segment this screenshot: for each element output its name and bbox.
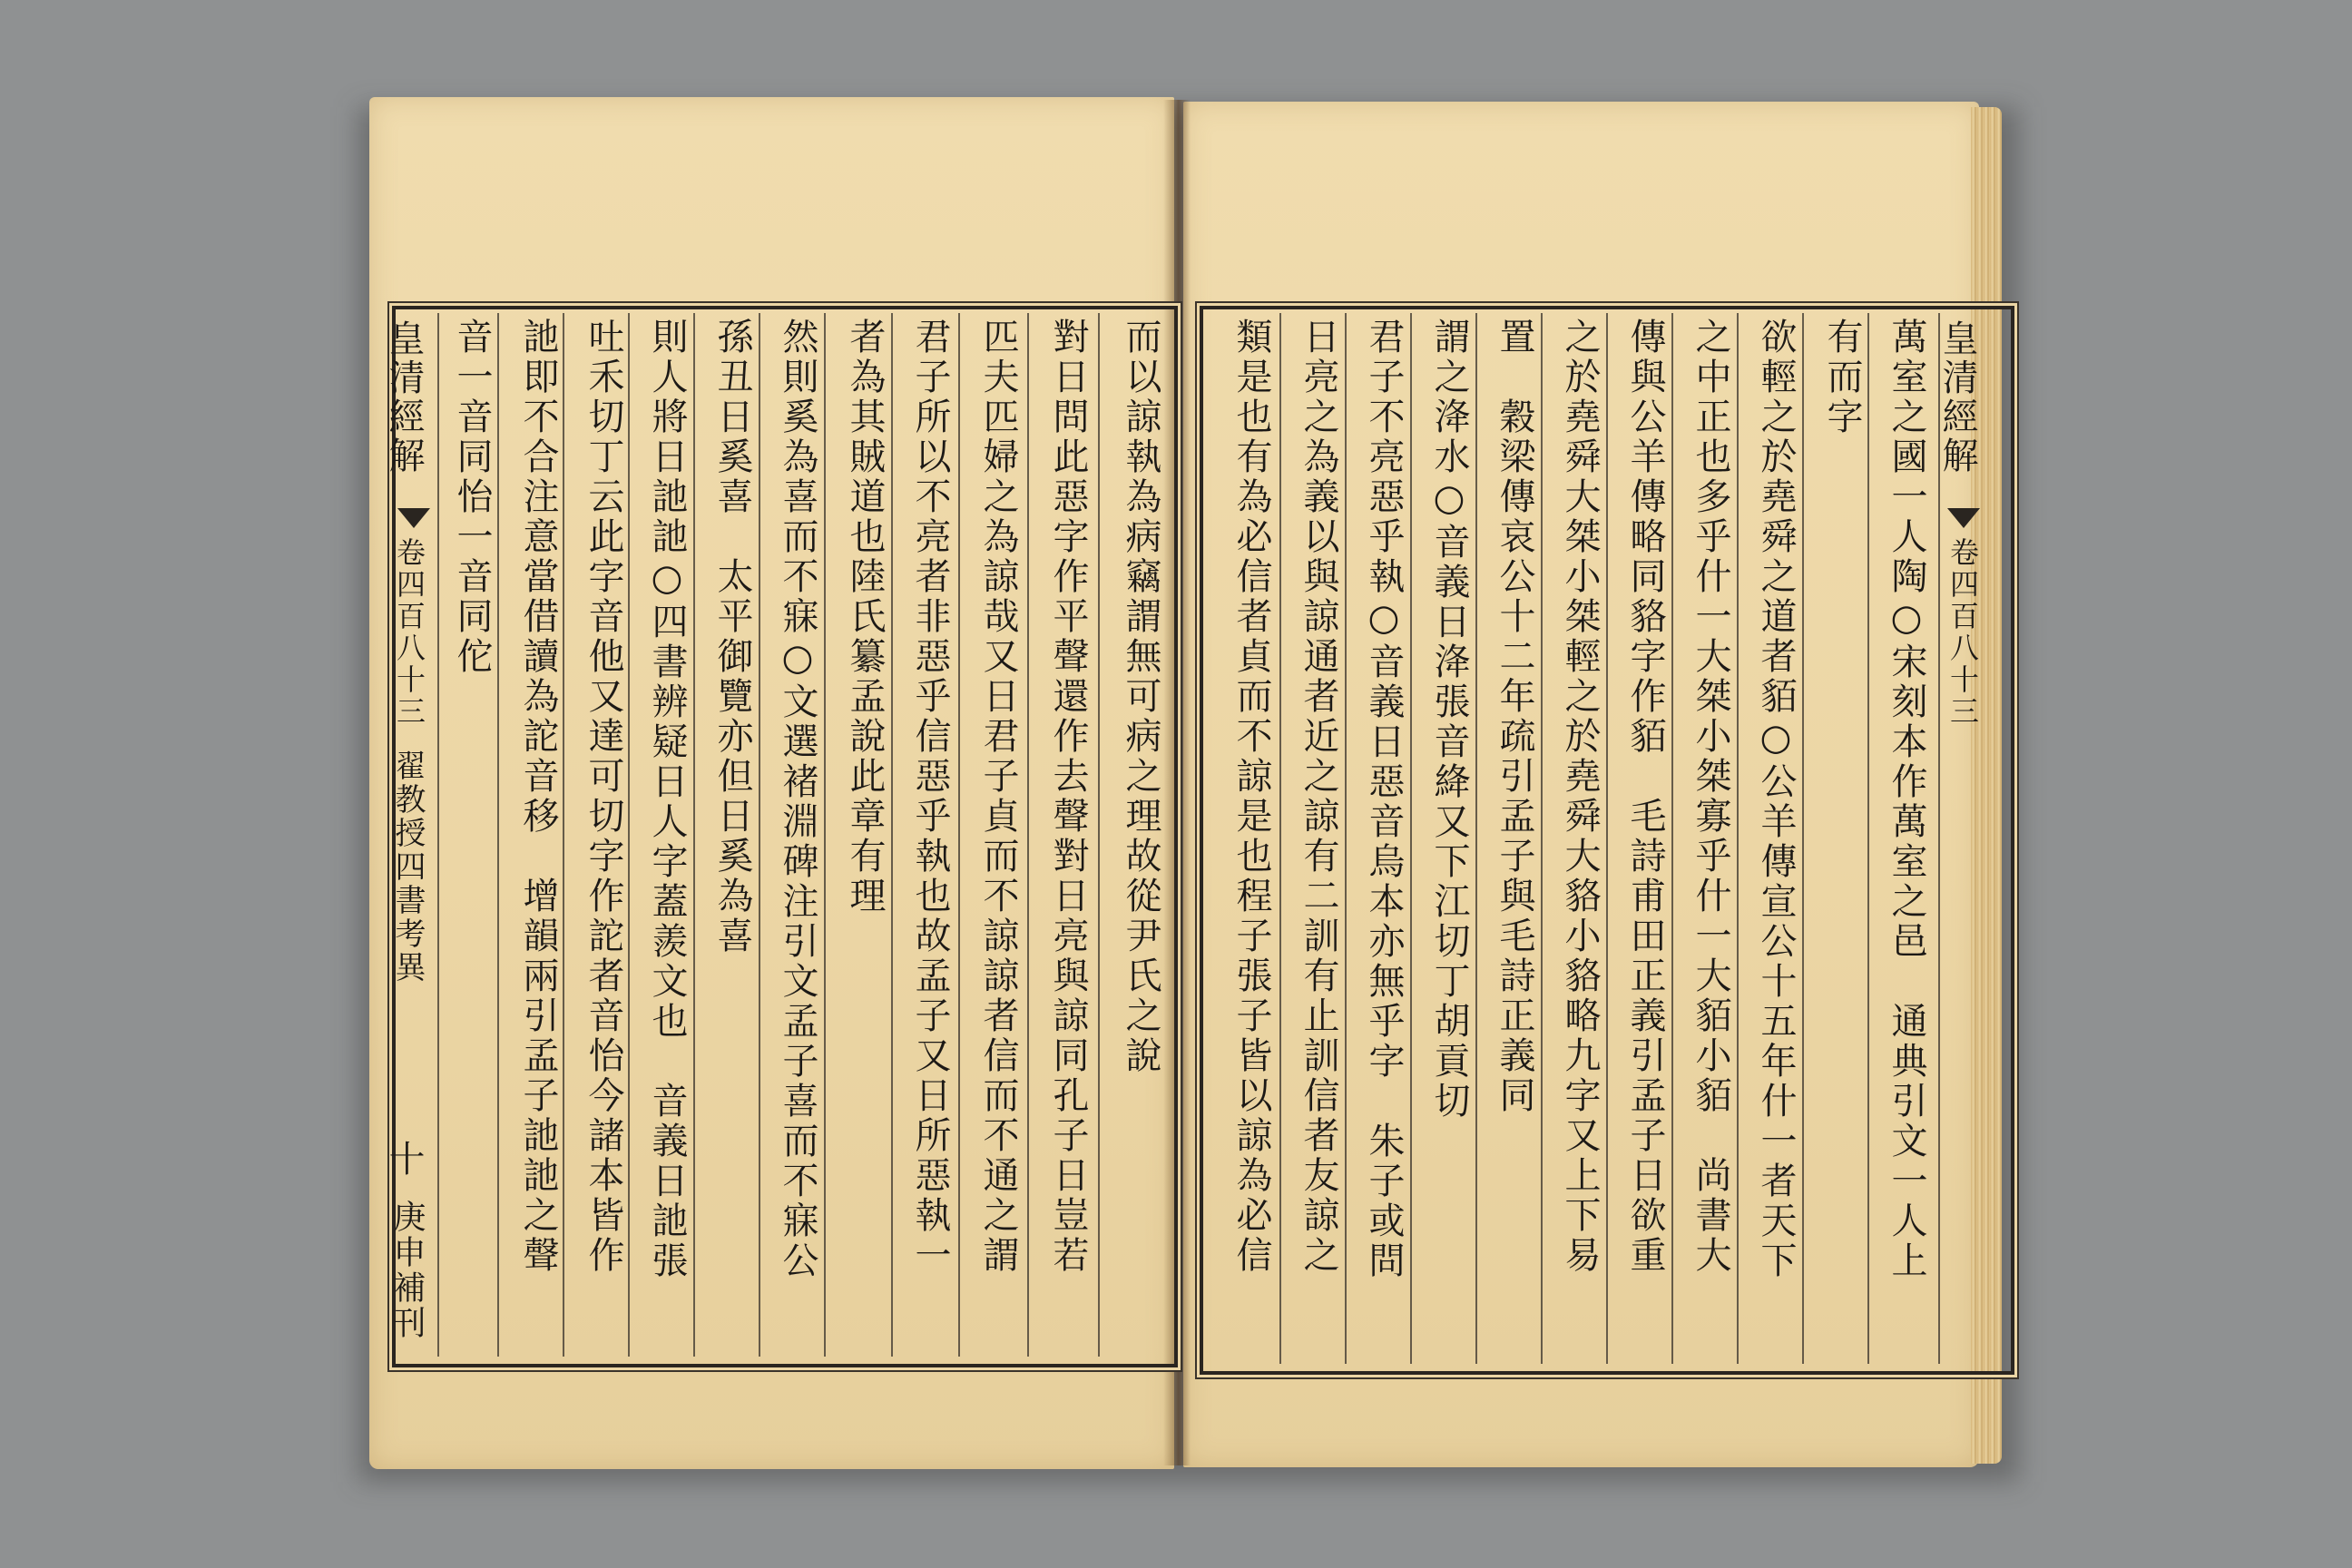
- text-column: 之於堯舜大桀小桀輕之於堯舜大貉小貉略九字又上下易: [1559, 318, 1601, 1276]
- text-column: 傳與公羊傳略同貉字作貊 毛詩甫田正義引孟子日欲重: [1624, 318, 1666, 1276]
- column-rule: [1802, 313, 1804, 1364]
- text-column: 日亮之為義以與諒通者近之諒有二訓有止訓信者友諒之: [1298, 318, 1339, 1276]
- fish-tail-mark: [397, 508, 430, 528]
- column-rule: [1027, 313, 1029, 1357]
- text-column: 而以諒執為病竊謂無可病之理故從尹氏之說: [1120, 318, 1161, 1076]
- text-column: 萬室之國一人陶○宋刻本作萬室之邑 通典引文一人上: [1886, 318, 1927, 1281]
- text-column: 孫丑日奚喜 太平御覽亦但日奚為喜: [711, 318, 753, 956]
- text-column: 對日問此惡字作平聲還作去聲對日亮與諒同孔子日豈若: [1047, 318, 1089, 1276]
- banxin-author: 翟教授四書考異: [389, 750, 426, 985]
- text-column: 有而字: [1821, 318, 1863, 437]
- column-rule: [1098, 313, 1100, 1357]
- column-rule: [891, 313, 893, 1357]
- text-column: 之中正也多乎什一大桀小桀寡乎什一大貊小貊 尚書大: [1690, 318, 1731, 1276]
- text-column: 謂之洚水○音義日洚張音絳又下江切丁胡貢切: [1428, 318, 1470, 1122]
- banxin-rule: [437, 313, 439, 1357]
- column-rule: [1867, 313, 1869, 1364]
- banxin-title: 皇清經解: [1936, 319, 1978, 475]
- banxin-title: 皇清經解: [383, 319, 425, 475]
- fish-tail-mark: [1947, 508, 1980, 528]
- text-column: 然則奚為喜而不寐○文選褚淵碑注引文孟子喜而不寐公: [777, 318, 818, 1281]
- column-rule: [628, 313, 630, 1357]
- column-rule: [759, 313, 760, 1357]
- column-rule: [1475, 313, 1477, 1364]
- text-column: 君子不亮惡乎執○音義日惡音烏本亦無乎字 朱子或問: [1363, 318, 1405, 1281]
- text-column: 置 穀梁傳哀公十二年疏引孟子與毛詩正義同: [1494, 318, 1535, 1116]
- column-rule: [497, 313, 499, 1357]
- text-column: 君子所以不亮者非惡乎信惡乎執也故孟子又日所惡執一: [909, 318, 951, 1276]
- banxin-folio: 十: [383, 1140, 425, 1179]
- text-column: 則人將日訑訑○四書辨疑日人字蓋羨文也 音義日訑張: [646, 318, 688, 1281]
- column-rule: [958, 313, 960, 1357]
- column-rule: [1671, 313, 1673, 1364]
- column-rule: [1737, 313, 1739, 1364]
- column-rule: [824, 313, 826, 1357]
- text-column: 匹夫匹婦之為諒哉又日君子貞而不諒諒者信而不通之謂: [977, 318, 1019, 1276]
- text-column: 欲輕之於堯舜之道者貊○公羊傳宣公十五年什一者天下: [1755, 318, 1797, 1281]
- text-column: 吐禾切丁云此字音他又達可切字作詑者音怡今諸本皆作: [583, 318, 624, 1276]
- column-rule: [1279, 313, 1281, 1364]
- banxin-volume: 卷四百八十三: [392, 537, 426, 728]
- column-rule: [1410, 313, 1412, 1364]
- column-rule: [1541, 313, 1543, 1364]
- banxin-volume: 卷四百八十三: [1945, 537, 1980, 728]
- text-column: 類是也有為必信者貞而不諒是也程子張子皆以諒為必信: [1230, 318, 1272, 1276]
- text-column: 訑即不合注意當借讀為詑音移 增韻兩引孟子訑訑之聲: [517, 318, 559, 1276]
- text-column: 者為其賊道也陸氏纂孟說此章有理: [844, 318, 886, 916]
- column-rule: [563, 313, 564, 1357]
- text-column: 音一音同怡一音同佗: [451, 318, 493, 677]
- column-rule: [1606, 313, 1608, 1364]
- column-rule: [1345, 313, 1347, 1364]
- column-rule: [693, 313, 695, 1357]
- banxin-note: 庚申補刊: [388, 1200, 426, 1341]
